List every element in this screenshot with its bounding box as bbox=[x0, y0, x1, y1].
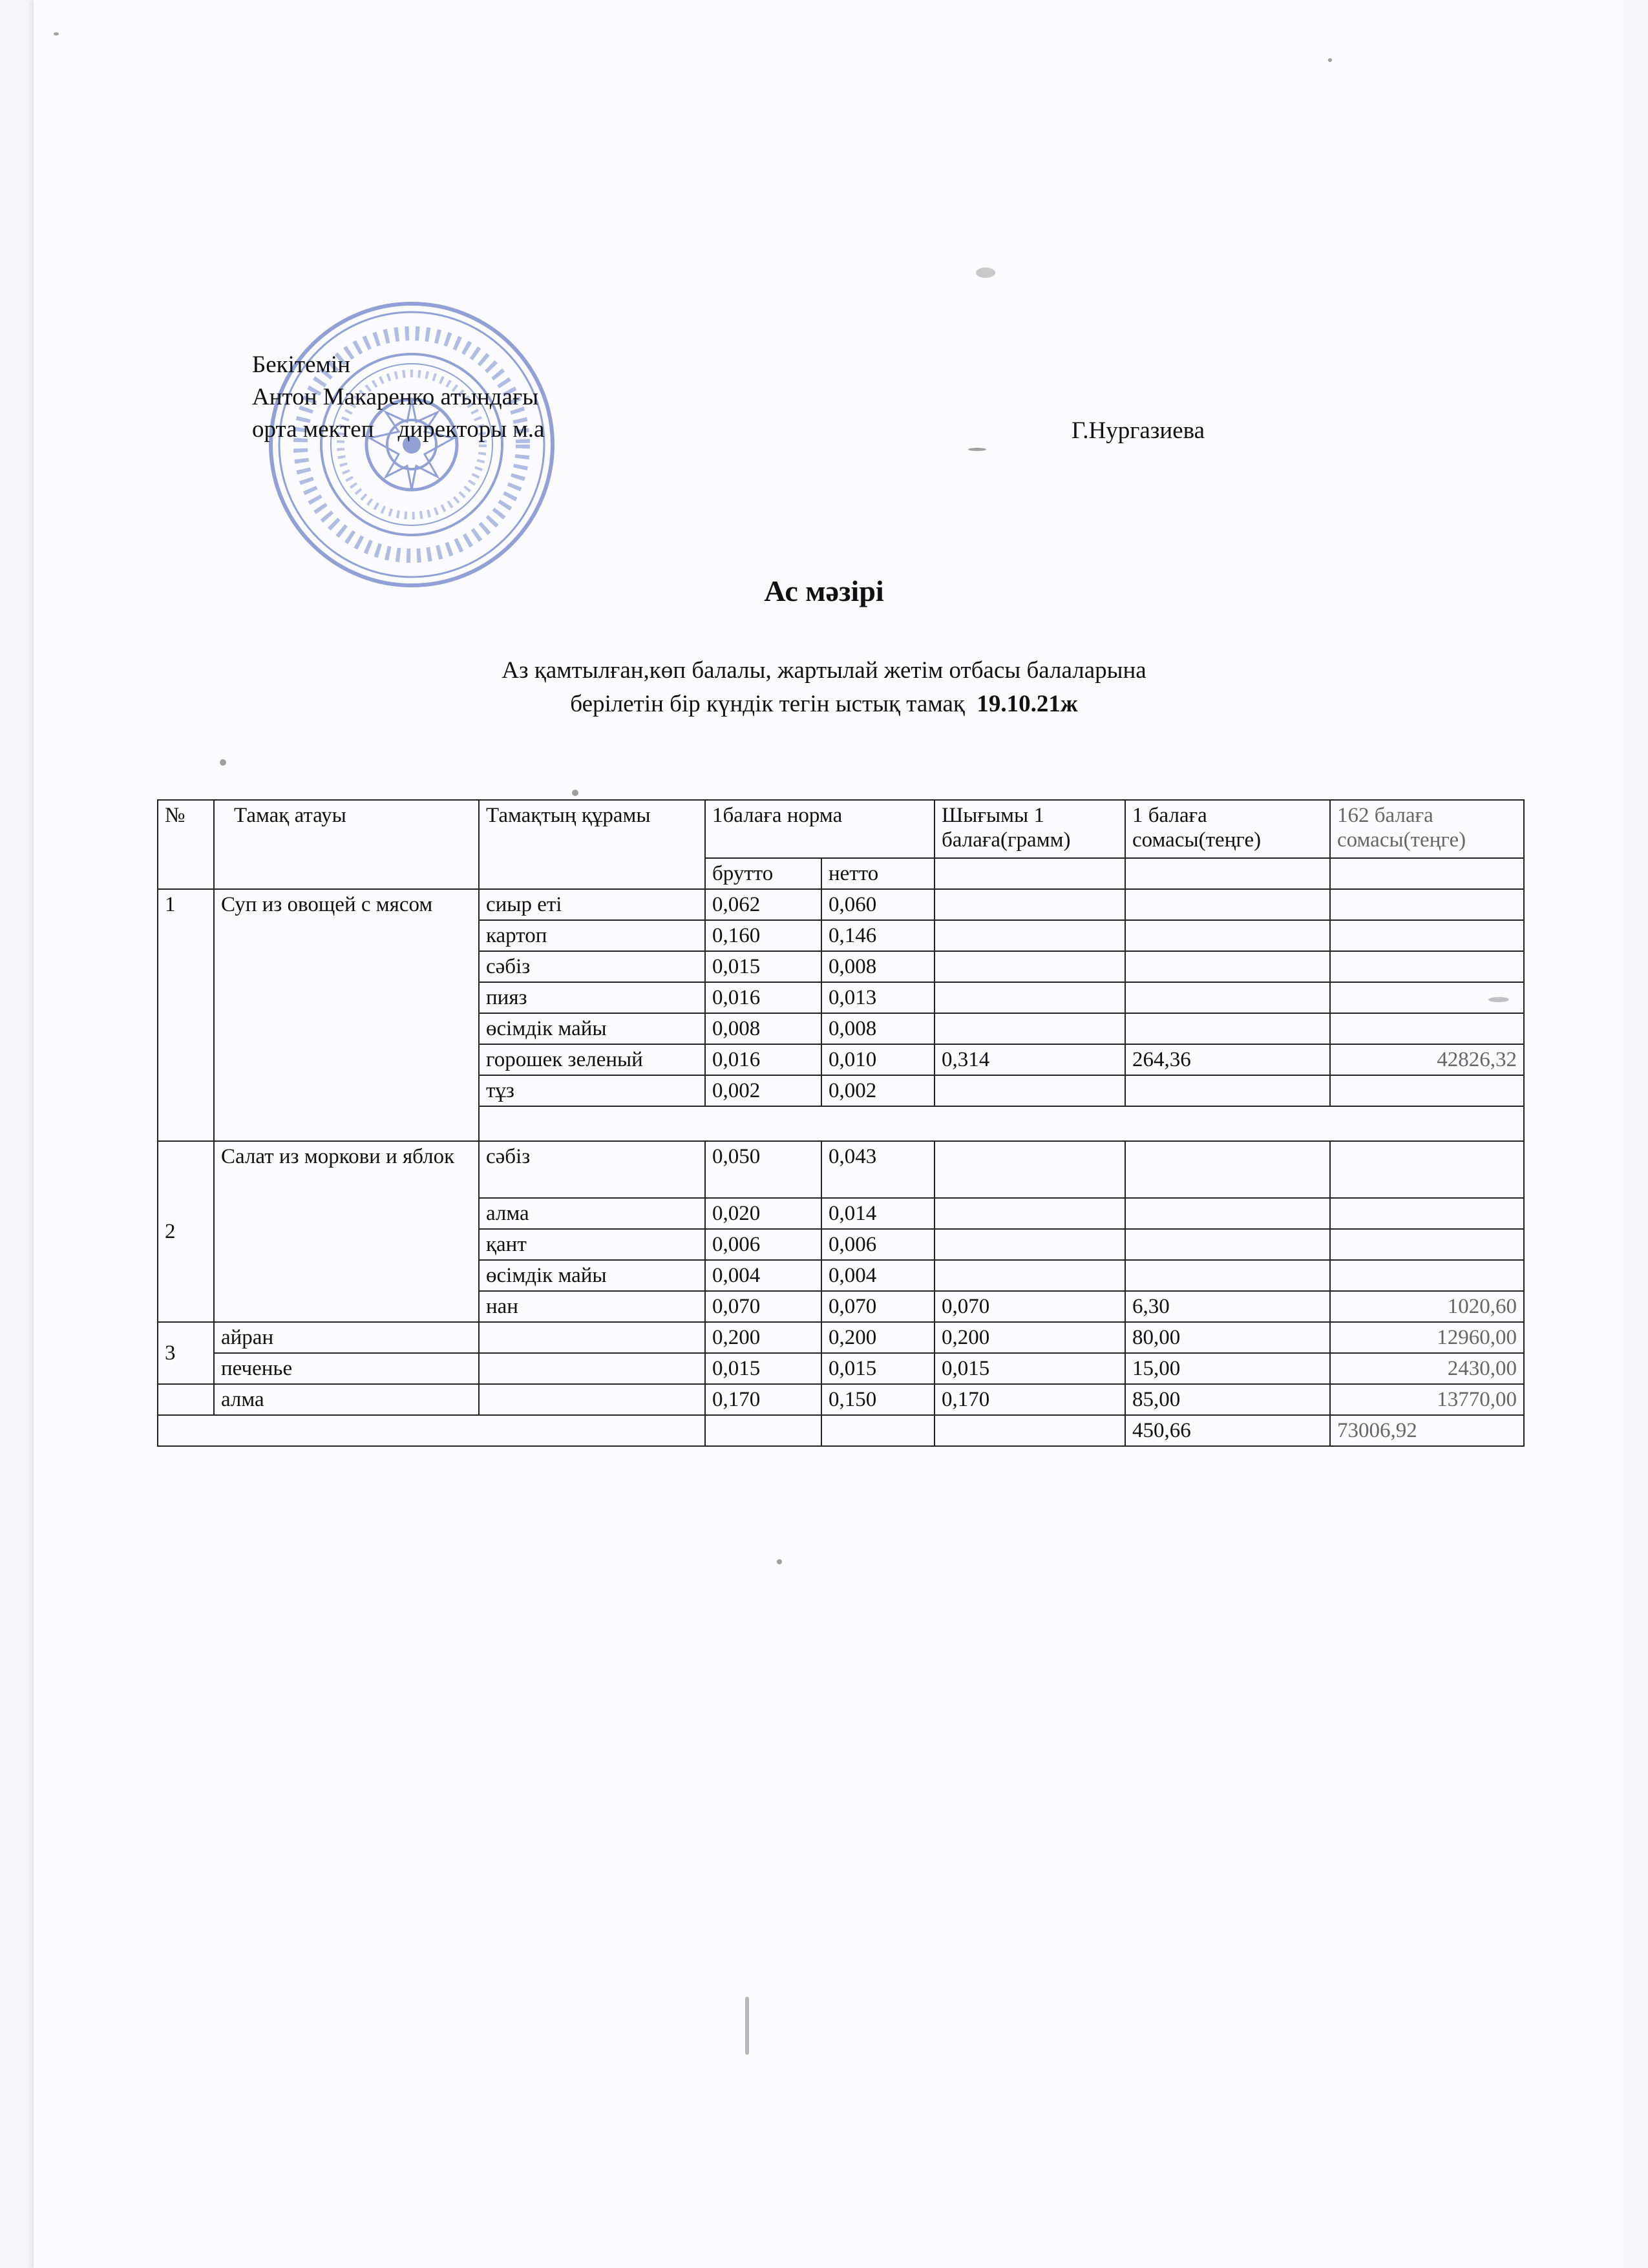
cost-all-cell bbox=[1330, 951, 1524, 982]
dish-num bbox=[158, 1384, 214, 1415]
cost-all-cell: 2430,00 bbox=[1330, 1353, 1524, 1384]
table-cell bbox=[821, 1415, 935, 1446]
net-cell: 0,150 bbox=[821, 1384, 935, 1415]
cost-all-cell bbox=[1330, 1198, 1524, 1229]
cost-all-cell bbox=[1330, 889, 1524, 920]
yield-cell bbox=[935, 920, 1125, 951]
yield-cell bbox=[935, 951, 1125, 982]
ingredient-cell: картоп bbox=[479, 920, 705, 951]
header-dish: Тамақ атауы bbox=[214, 800, 479, 889]
gross-cell: 0,016 bbox=[705, 982, 821, 1013]
yield-cell bbox=[935, 1141, 1125, 1198]
dish-num: 1 bbox=[158, 889, 214, 1141]
gross-cell: 0,004 bbox=[705, 1260, 821, 1291]
yield-cell bbox=[935, 982, 1125, 1013]
header-yield: Шығымы 1 балаға(грамм) bbox=[935, 800, 1125, 858]
yield-cell bbox=[935, 889, 1125, 920]
table-row bbox=[158, 1322, 1524, 1353]
cost-one-cell bbox=[1125, 1229, 1330, 1260]
ingredient-cell: өсімдік майы bbox=[479, 1013, 705, 1044]
ingredient-cell: алма bbox=[479, 1198, 705, 1229]
cost-all-cell bbox=[1330, 920, 1524, 951]
page-subtitle bbox=[0, 654, 1648, 721]
header-gross: брутто bbox=[705, 858, 821, 889]
dish-num: 3 bbox=[158, 1322, 214, 1384]
header-net: нетто bbox=[821, 858, 935, 889]
cost-all-cell bbox=[1330, 1229, 1524, 1260]
cost-all-cell: 42826,32 bbox=[1330, 1044, 1524, 1075]
dish-name: айран bbox=[214, 1322, 479, 1353]
dish-name: Суп из овощей с мясом bbox=[214, 889, 479, 1141]
ingredient-cell: тұз bbox=[479, 1075, 705, 1106]
ingredient-cell: нан bbox=[479, 1291, 705, 1322]
table-cell bbox=[1125, 858, 1330, 889]
yield-cell bbox=[935, 1075, 1125, 1106]
spacer-cell bbox=[479, 1106, 1524, 1141]
net-cell: 0,006 bbox=[821, 1229, 935, 1260]
net-cell: 0,008 bbox=[821, 1013, 935, 1044]
cost-all-cell: 13770,00 bbox=[1330, 1384, 1524, 1415]
gross-cell: 0,070 bbox=[705, 1291, 821, 1322]
dish-num: 2 bbox=[158, 1141, 214, 1322]
table-cell bbox=[1330, 858, 1524, 889]
scan-speck bbox=[572, 790, 578, 796]
header-ingredients: Тамақтың құрамы bbox=[479, 800, 705, 889]
cost-one-cell: 6,30 bbox=[1125, 1291, 1330, 1322]
dish-name: печенье bbox=[214, 1353, 479, 1384]
cost-all-cell bbox=[1330, 1141, 1524, 1198]
yield-cell bbox=[935, 1260, 1125, 1291]
signer-name: Г.Нургазиева bbox=[1072, 417, 1205, 444]
yield-cell: 0,070 bbox=[935, 1291, 1125, 1322]
scan-speck bbox=[220, 759, 226, 766]
net-cell: 0,014 bbox=[821, 1198, 935, 1229]
net-cell: 0,008 bbox=[821, 951, 935, 982]
net-cell: 0,013 bbox=[821, 982, 935, 1013]
net-cell: 0,146 bbox=[821, 920, 935, 951]
yield-cell: 0,200 bbox=[935, 1322, 1125, 1353]
table-cell bbox=[935, 858, 1125, 889]
gross-cell: 0,200 bbox=[705, 1322, 821, 1353]
net-cell: 0,043 bbox=[821, 1141, 935, 1198]
cost-all-cell bbox=[1330, 1075, 1524, 1106]
cost-all-cell: 12960,00 bbox=[1330, 1322, 1524, 1353]
header-norm: 1балаға норма bbox=[705, 800, 935, 858]
table-row bbox=[158, 889, 1524, 920]
ingredient-cell: өсімдік майы bbox=[479, 1260, 705, 1291]
totals-row bbox=[158, 1415, 1524, 1446]
cost-one-cell bbox=[1125, 920, 1330, 951]
approval-line: орта мектеп директоры м.а bbox=[252, 416, 545, 443]
cost-one-cell bbox=[1125, 889, 1330, 920]
header-cost-all: 162 балаға сомасы(теңге) bbox=[1330, 800, 1524, 858]
approval-line: Антон Макаренко атындағы bbox=[252, 384, 539, 410]
table-cell bbox=[935, 1415, 1125, 1446]
net-cell: 0,015 bbox=[821, 1353, 935, 1384]
subtitle-line bbox=[0, 688, 1648, 721]
yield-cell: 0,314 bbox=[935, 1044, 1125, 1075]
menu-date: 19.10.21ж bbox=[977, 691, 1078, 717]
ingredient-cell bbox=[479, 1322, 705, 1353]
dish-name: Салат из моркови и яблок bbox=[214, 1141, 479, 1322]
net-cell: 0,200 bbox=[821, 1322, 935, 1353]
dish-name: алма bbox=[214, 1384, 479, 1415]
cost-one-cell bbox=[1125, 1075, 1330, 1106]
cost-one-cell bbox=[1125, 1198, 1330, 1229]
cost-one-cell: 85,00 bbox=[1125, 1384, 1330, 1415]
header-num: № bbox=[158, 800, 214, 889]
ingredient-cell: сәбіз bbox=[479, 951, 705, 982]
page-title: Ас мәзірі bbox=[764, 574, 884, 607]
scan-speck bbox=[777, 1559, 782, 1564]
table-header-row bbox=[158, 800, 1524, 858]
yield-cell: 0,015 bbox=[935, 1353, 1125, 1384]
ingredient-cell: сәбіз bbox=[479, 1141, 705, 1198]
gross-cell: 0,016 bbox=[705, 1044, 821, 1075]
total-cost-all: 73006,92 bbox=[1330, 1415, 1524, 1446]
cost-one-cell bbox=[1125, 1013, 1330, 1044]
gross-cell: 0,015 bbox=[705, 951, 821, 982]
yield-cell: 0,170 bbox=[935, 1384, 1125, 1415]
menu-table bbox=[157, 799, 1525, 1447]
yield-cell bbox=[935, 1198, 1125, 1229]
yield-cell bbox=[935, 1013, 1125, 1044]
gross-cell: 0,170 bbox=[705, 1384, 821, 1415]
gross-cell: 0,160 bbox=[705, 920, 821, 951]
cost-one-cell: 80,00 bbox=[1125, 1322, 1330, 1353]
cost-one-cell bbox=[1125, 982, 1330, 1013]
gross-cell: 0,008 bbox=[705, 1013, 821, 1044]
gross-cell: 0,006 bbox=[705, 1229, 821, 1260]
net-cell: 0,060 bbox=[821, 889, 935, 920]
ingredient-cell: горошек зеленый bbox=[479, 1044, 705, 1075]
cost-one-cell bbox=[1125, 1260, 1330, 1291]
cost-all-cell bbox=[1330, 1260, 1524, 1291]
table-cell bbox=[705, 1415, 821, 1446]
cost-all-cell bbox=[1330, 1013, 1524, 1044]
scan-speck bbox=[976, 268, 995, 278]
cost-all-cell: 1020,60 bbox=[1330, 1291, 1524, 1322]
header-cost-one: 1 балаға сомасы(теңге) bbox=[1125, 800, 1330, 858]
ingredient-cell: пияз bbox=[479, 982, 705, 1013]
cost-all-cell bbox=[1330, 982, 1524, 1013]
net-cell: 0,002 bbox=[821, 1075, 935, 1106]
subtitle-line: Аз қамтылған,көп балалы, жартылай жетім отбасы балаларына bbox=[502, 657, 1146, 684]
cost-one-cell bbox=[1125, 1141, 1330, 1198]
gross-cell: 0,050 bbox=[705, 1141, 821, 1198]
ingredient-cell bbox=[479, 1353, 705, 1384]
cost-one-cell bbox=[1125, 951, 1330, 982]
table-cell bbox=[158, 1415, 705, 1446]
net-cell: 0,010 bbox=[821, 1044, 935, 1075]
gross-cell: 0,020 bbox=[705, 1198, 821, 1229]
table-row bbox=[158, 1384, 1524, 1415]
yield-cell bbox=[935, 1229, 1125, 1260]
ingredient-cell: қант bbox=[479, 1229, 705, 1260]
table-row bbox=[158, 1141, 1524, 1198]
scan-speck bbox=[968, 448, 986, 451]
ingredient-cell: сиыр еті bbox=[479, 889, 705, 920]
ingredient-cell bbox=[479, 1384, 705, 1415]
subtitle-text: берілетін бір күндік тегін ыстық тамақ bbox=[570, 691, 977, 717]
gross-cell: 0,002 bbox=[705, 1075, 821, 1106]
net-cell: 0,070 bbox=[821, 1291, 935, 1322]
gross-cell: 0,015 bbox=[705, 1353, 821, 1384]
table-row bbox=[158, 1353, 1524, 1384]
total-cost-one: 450,66 bbox=[1125, 1415, 1330, 1446]
net-cell: 0,004 bbox=[821, 1260, 935, 1291]
approval-line: Бекітемін bbox=[252, 352, 351, 378]
scan-speck bbox=[1328, 58, 1332, 62]
scan-speck bbox=[54, 32, 59, 36]
cost-one-cell: 264,36 bbox=[1125, 1044, 1330, 1075]
cost-one-cell: 15,00 bbox=[1125, 1353, 1330, 1384]
approval-block bbox=[252, 349, 544, 446]
scan-speck bbox=[745, 1997, 749, 2055]
gross-cell: 0,062 bbox=[705, 889, 821, 920]
